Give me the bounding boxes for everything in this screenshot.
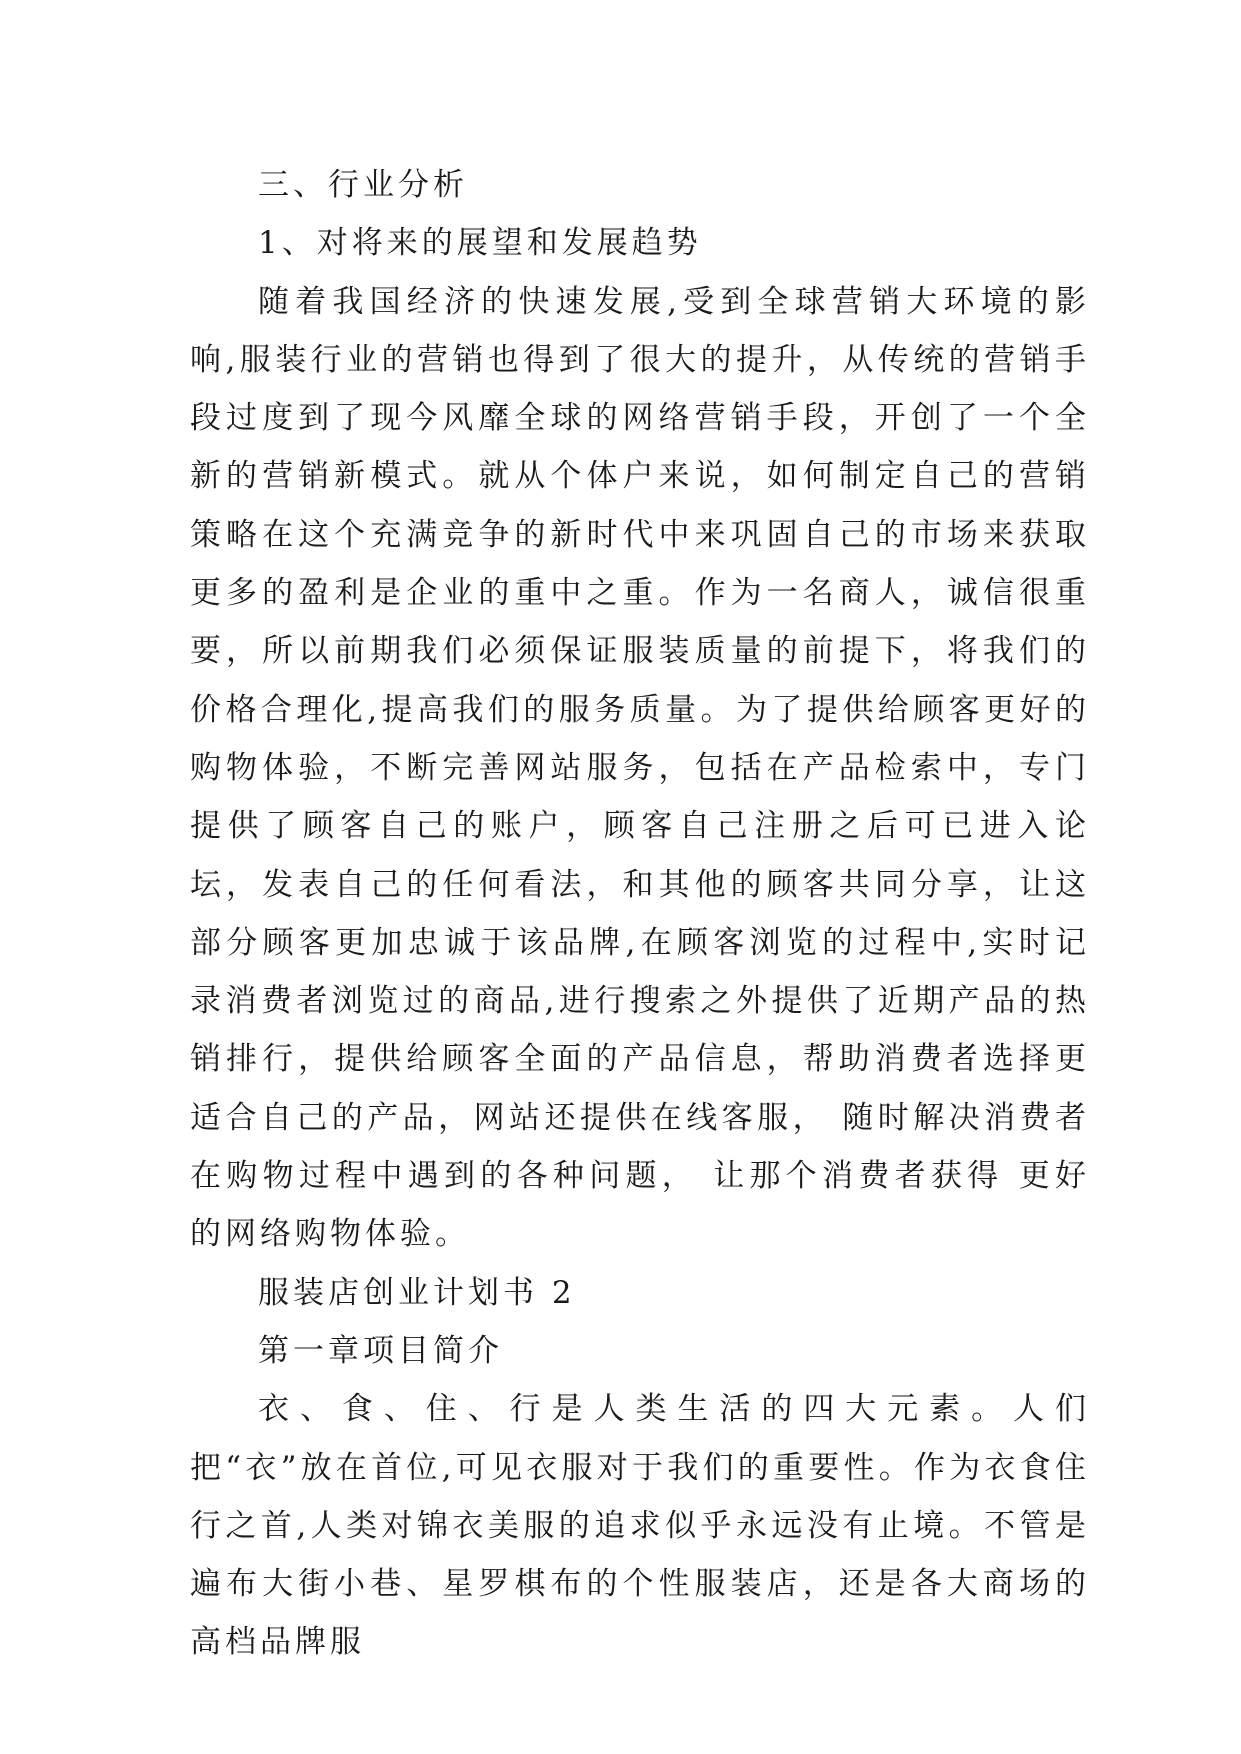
document-title: 服装店创业计划书 2 xyxy=(258,1274,576,1311)
chapter-heading: 第一章项目简介 xyxy=(258,1332,503,1369)
body-paragraph: 随着我国经济的快速发展,受到全球营销大环境的影响,服装行业的营销也得到了很大的提升，从传统的营销手段过度到了现今风靡全球的网络营销手段，开创了一个全新的营销新模式。就从个体户来说，如何制定自己的营销策略在这个充满竞争的新时代中来巩固自己的市场来获取更多的盈利是企业的重中之重。作为一名商人，诚信很重要，所以前期我们必须保证服装质量的前提下，将我们的价格合理化,提高我们的服务质量。为了提供给顾客更好的购物体验，不断完善网站服务，包括在产品检索中，专门提供了顾客自己的账户，顾客自己注册之后可已进入论坛，发表自己的任何看法，和其他的顾客共同分享，让这部分顾客更加忠诚于该品牌,在顾客浏览的过程中,实时记录消费者浏览过的商品,进行搜索之外提供了近期产品的热销排行，提供给顾客全面的产品信息，帮助消费者选择更适合自己的产品，网站还提供在线客服， 随时解决消费者在购物过程中遇到的各种问题， 让那个消费者获得 更好的网络购物体验。 xyxy=(190,283,1090,1253)
section-heading: 三、行业分析 xyxy=(258,167,468,203)
subsection-heading: 1、对将来的展望和发展趋势 xyxy=(258,225,702,262)
document-body xyxy=(190,156,1090,1672)
body-paragraph: 衣、食、住、行是人类生活的四大元素。人们把“衣”放在首位,可见衣服对于我们的重要性。作为衣食住行之首,人类对锦衣美服的追求似乎永远没有止境。不管是遍布大街小巷、星罗棋布的个性服装店，还是各大商场的高档品牌服 xyxy=(190,1391,1090,1661)
